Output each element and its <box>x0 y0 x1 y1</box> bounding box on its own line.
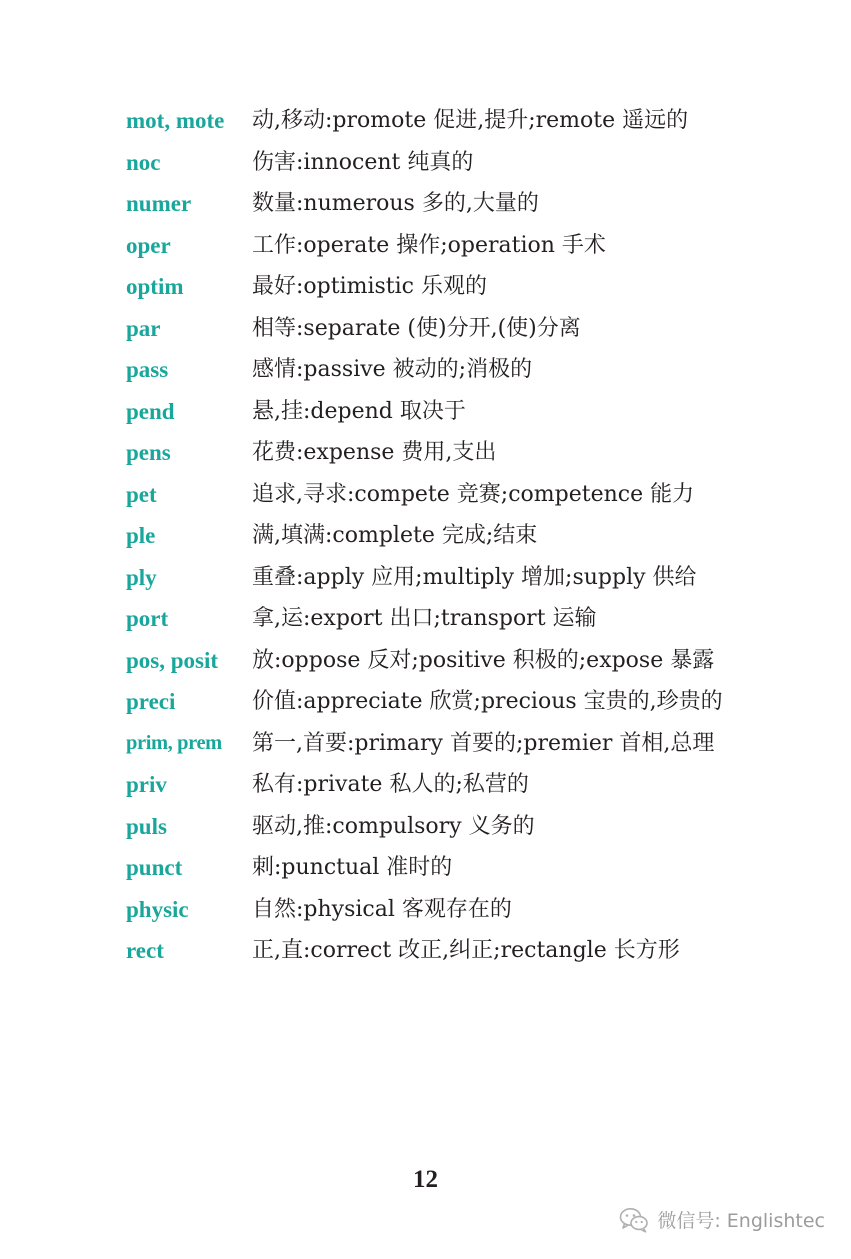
word-root: priv <box>126 772 167 797</box>
root-definition: 私有:private 私人的;私营的 <box>252 772 529 797</box>
watermark <box>619 1206 825 1233</box>
word-root: ple <box>126 523 156 548</box>
root-definition: 伤害:innocent 纯真的 <box>252 149 474 175</box>
list-item <box>126 557 726 599</box>
word-root: noc <box>126 149 161 175</box>
root-definition: 最好:optimistic 乐观的 <box>252 274 487 299</box>
word-root: pet <box>126 481 157 507</box>
word-root: par <box>126 315 161 341</box>
word-root: numer <box>126 191 192 216</box>
root-definition: 放:oppose 反对;positive 积极的;expose 暴露 <box>252 647 715 673</box>
word-root: physic <box>126 896 189 922</box>
root-definition: 正,直:correct 改正,纠正;rectangle 长方形 <box>252 938 680 963</box>
word-root-list <box>126 100 726 972</box>
list-item <box>126 391 726 433</box>
list-item <box>126 847 726 889</box>
list-item <box>126 930 726 972</box>
word-root: pass <box>126 357 169 382</box>
list-item <box>126 142 726 184</box>
list-item <box>126 764 726 806</box>
root-definition: 花费:expense 费用,支出 <box>252 440 497 465</box>
list-item <box>126 806 726 848</box>
word-root: pens <box>126 440 171 465</box>
list-item <box>126 889 726 931</box>
list-item <box>126 515 726 557</box>
word-root: rect <box>126 938 164 963</box>
root-definition: 自然:physical 客观存在的 <box>252 896 512 922</box>
root-definition: 相等:separate (使)分开,(使)分离 <box>252 315 581 341</box>
root-definition: 驱动,推:compulsory 义务的 <box>252 813 535 839</box>
word-root: pend <box>126 398 175 424</box>
root-definition: 满,填满:complete 完成;结束 <box>252 523 538 548</box>
word-root: pos, posit <box>126 647 219 673</box>
root-definition: 价值:appreciate 欣赏;precious 宝贵的,珍贵的 <box>252 689 723 714</box>
list-item <box>126 432 726 474</box>
root-definition: 重叠:apply 应用;multiply 增加;supply 供给 <box>252 564 697 590</box>
root-definition: 拿,运:export 出口;transport 运输 <box>252 606 597 631</box>
list-item <box>126 723 726 765</box>
root-definition: 刺:punctual 准时的 <box>252 855 453 880</box>
root-definition: 数量:numerous 多的,大量的 <box>252 191 539 216</box>
list-item <box>126 183 726 225</box>
root-definition: 追求,寻求:compete 竞赛;competence 能力 <box>252 481 695 507</box>
list-item <box>126 681 726 723</box>
root-definition: 动,移动:promote 促进,提升;remote 遥远的 <box>252 108 689 133</box>
list-item <box>126 100 726 142</box>
watermark-text: 微信号: Englishtec <box>657 1210 825 1232</box>
list-item <box>126 640 726 682</box>
root-definition: 悬,挂:depend 取决于 <box>252 398 466 424</box>
list-item <box>126 474 726 516</box>
list-item <box>126 349 726 391</box>
page-number: 12 <box>413 1166 438 1193</box>
wechat-icon <box>619 1207 649 1233</box>
word-root: prim, prem <box>126 731 222 754</box>
root-definition: 感情:passive 被动的;消极的 <box>252 357 533 382</box>
list-item <box>126 308 726 350</box>
word-root: preci <box>126 689 176 714</box>
word-root: puls <box>126 813 167 839</box>
word-root: oper <box>126 232 171 258</box>
word-root: port <box>126 606 169 631</box>
word-root: punct <box>126 855 183 880</box>
root-definition: 工作:operate 操作;operation 手术 <box>252 232 606 258</box>
word-root: mot, mote <box>126 108 225 133</box>
list-item <box>126 225 726 267</box>
word-root: optim <box>126 274 184 299</box>
root-definition: 第一,首要:primary 首要的;premier 首相,总理 <box>252 730 715 756</box>
list-item <box>126 266 726 308</box>
word-root: ply <box>126 564 157 590</box>
list-item <box>126 598 726 640</box>
